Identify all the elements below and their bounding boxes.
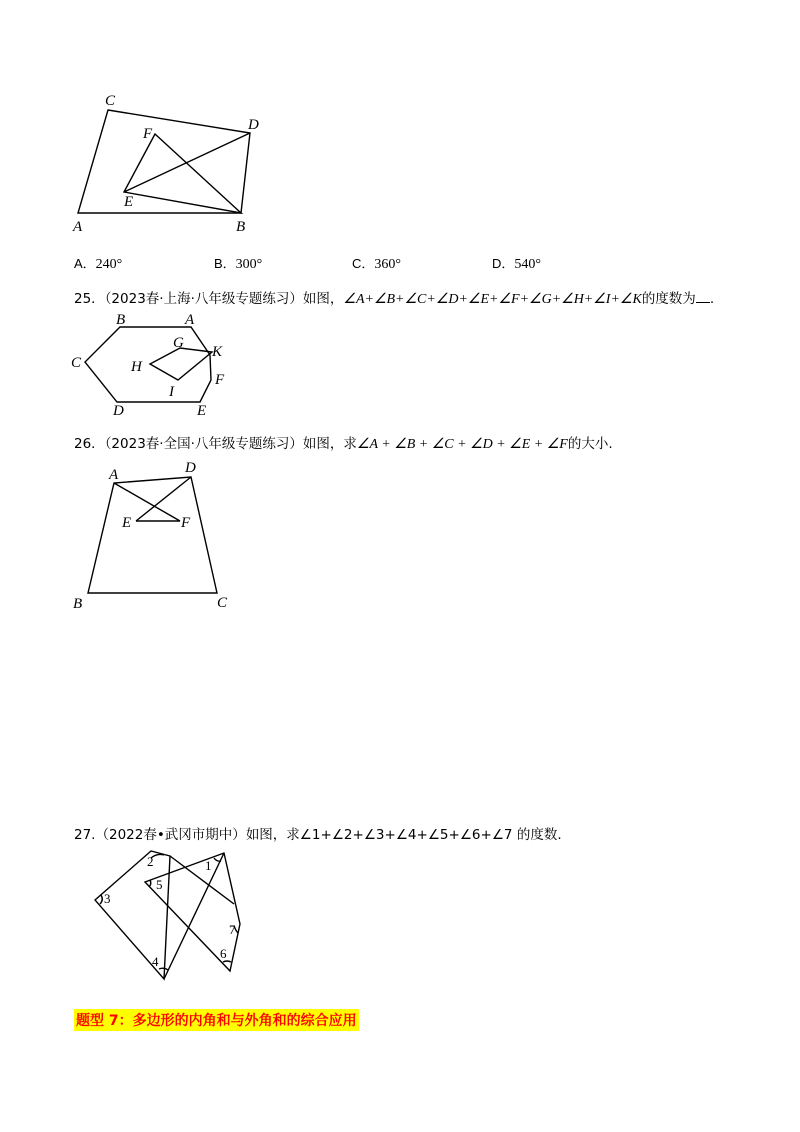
angle-arc-4 xyxy=(159,968,168,970)
label-2: 2 xyxy=(147,854,154,869)
question-26-source: （2023春·全国·八年级专题练习） xyxy=(104,436,303,452)
question-26-tail: 的大小. xyxy=(567,436,613,452)
label-A: A xyxy=(73,219,83,235)
label-C: C xyxy=(105,93,116,109)
label-C: C xyxy=(71,355,82,371)
option-c-letter: C． xyxy=(352,256,375,271)
option-b-letter: B． xyxy=(214,256,236,271)
label-5: 5 xyxy=(156,877,163,892)
question-25-lead: 如图， xyxy=(302,291,344,307)
label-A: A xyxy=(109,467,119,483)
option-d-value: 540° xyxy=(514,257,541,272)
option-a-letter: A． xyxy=(74,256,96,271)
question-25-expression: ∠A+∠B+∠C+∠D+∠E+∠F+∠G+∠H+∠I+∠K xyxy=(343,292,642,307)
question-27-text: 如图，求∠1+∠2+∠3+∠4+∠5+∠6+∠7 的度数. xyxy=(245,827,562,843)
angle-arc-3 xyxy=(100,895,102,904)
label-1: 1 xyxy=(205,858,212,873)
label-3: 3 xyxy=(104,891,111,906)
label-D: D xyxy=(185,460,196,476)
label-D: D xyxy=(248,117,259,133)
label-7: 7 xyxy=(229,922,236,937)
label-A: A xyxy=(185,312,195,328)
label-E: E xyxy=(122,515,132,531)
question-26-expression: ∠A + ∠B + ∠C + ∠D + ∠E + ∠F xyxy=(356,437,568,452)
option-a-value: 240° xyxy=(95,257,123,272)
section-heading: 题型 7：多边形的内角和与外角和的综合应用 xyxy=(74,1009,359,1031)
option-b-value: 300° xyxy=(235,257,263,272)
quadrilateral-left xyxy=(95,851,170,979)
label-K: K xyxy=(212,344,223,360)
label-H: H xyxy=(131,359,142,375)
option-d-letter: D． xyxy=(492,256,515,271)
question-25-number: 25． xyxy=(74,291,105,307)
angle-arc-1 xyxy=(214,858,221,861)
segment-crossing-2 xyxy=(170,856,234,904)
label-E: E xyxy=(197,403,207,419)
label-F: F xyxy=(181,515,191,531)
label-B: B xyxy=(116,312,126,328)
label-4: 4 xyxy=(152,954,159,969)
option-c-value: 360° xyxy=(374,257,401,272)
label-6: 6 xyxy=(220,946,227,961)
label-E: E xyxy=(124,194,134,210)
question-25-tail: 的度数为 xyxy=(641,291,696,307)
angle-arc-6 xyxy=(223,961,231,962)
label-F: F xyxy=(143,126,153,142)
label-C: C xyxy=(217,595,228,611)
question-26-lead: 如图，求 xyxy=(302,436,357,452)
question-26-number: 26． xyxy=(74,436,105,452)
question-27-number: 27. xyxy=(74,827,96,843)
question-25-source: （2023春·上海·八年级专题练习） xyxy=(104,291,303,307)
label-F: F xyxy=(215,372,225,388)
label-I: I xyxy=(169,384,174,400)
label-G: G xyxy=(173,335,184,351)
label-B: B xyxy=(236,219,246,235)
question-25-end: . xyxy=(709,291,715,307)
question-27-source: （2022春•武冈市期中） xyxy=(95,827,246,843)
label-B: B xyxy=(73,596,83,612)
label-D: D xyxy=(113,403,124,419)
